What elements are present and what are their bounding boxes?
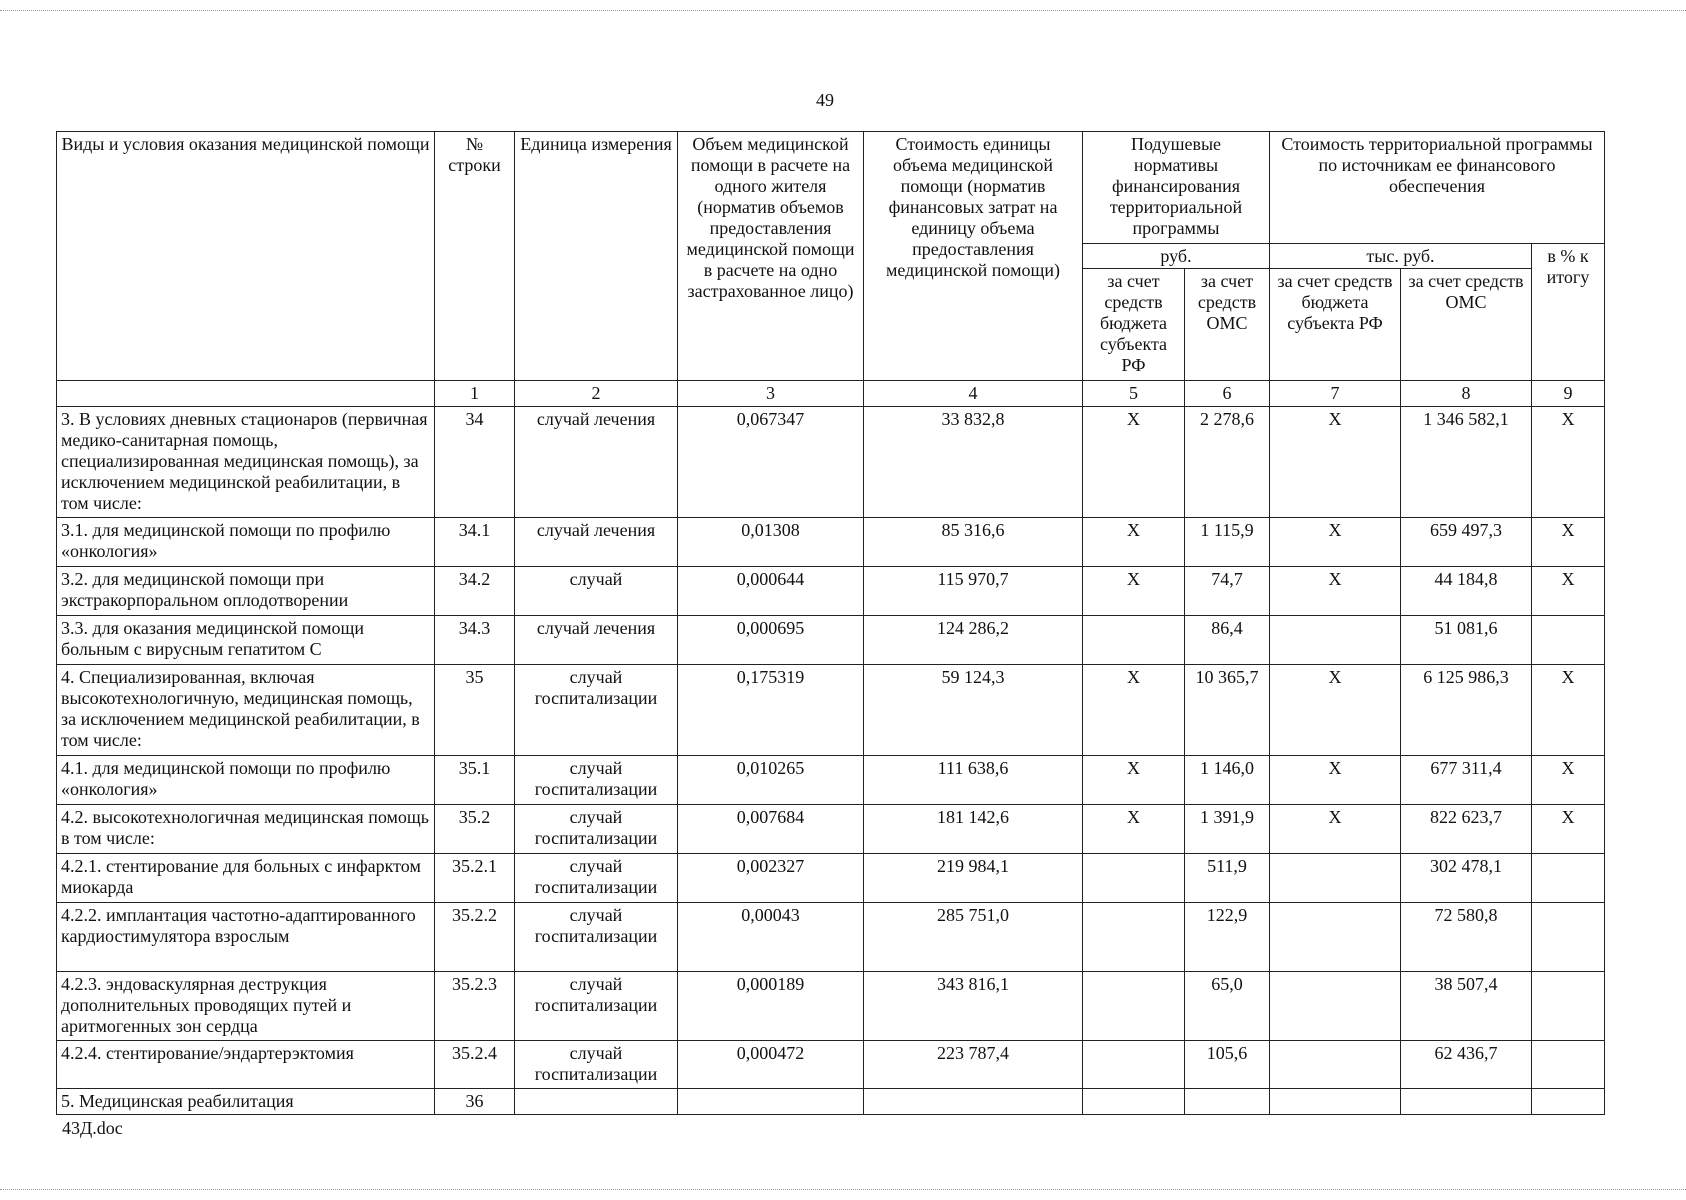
row-cost-oms: 51 081,6 bbox=[1401, 616, 1532, 665]
table-row bbox=[57, 972, 1605, 1041]
header-cost-oms: за счет средств ОМС bbox=[1401, 269, 1532, 381]
row-unit: случай лечения bbox=[515, 407, 678, 518]
row-unit: случай госпитализации bbox=[515, 756, 678, 805]
row-label: 4.2.4. стентирование/эндартерэктомия bbox=[57, 1041, 435, 1089]
row-per-capita-oms: 511,9 bbox=[1185, 854, 1270, 903]
financing-table bbox=[56, 131, 1605, 1115]
row-per-capita-budget: X bbox=[1083, 665, 1185, 756]
row-cost-oms bbox=[1401, 1089, 1532, 1115]
row-cost-budget: X bbox=[1270, 665, 1401, 756]
row-cost-budget bbox=[1270, 972, 1401, 1041]
row-line: 35.2.3 bbox=[435, 972, 515, 1041]
table-row bbox=[57, 903, 1605, 972]
row-cost-budget: X bbox=[1270, 805, 1401, 854]
row-cost-oms: 72 580,8 bbox=[1401, 903, 1532, 972]
row-cost-oms: 1 346 582,1 bbox=[1401, 407, 1532, 518]
row-cost: 33 832,8 bbox=[864, 407, 1083, 518]
row-cost-oms: 44 184,8 bbox=[1401, 567, 1532, 616]
row-volume: 0,007684 bbox=[678, 805, 864, 854]
row-cost: 223 787,4 bbox=[864, 1041, 1083, 1089]
row-per-capita-oms: 86,4 bbox=[1185, 616, 1270, 665]
row-percent: X bbox=[1532, 805, 1605, 854]
row-volume: 0,000189 bbox=[678, 972, 864, 1041]
row-cost: 124 286,2 bbox=[864, 616, 1083, 665]
row-volume: 0,01308 bbox=[678, 518, 864, 567]
row-cost: 285 751,0 bbox=[864, 903, 1083, 972]
row-percent bbox=[1532, 1041, 1605, 1089]
column-number: 2 bbox=[515, 381, 678, 407]
row-per-capita-oms bbox=[1185, 1089, 1270, 1115]
row-cost-budget: X bbox=[1270, 407, 1401, 518]
page-number: 49 bbox=[816, 90, 834, 110]
row-per-capita-oms: 65,0 bbox=[1185, 972, 1270, 1041]
column-number: 9 bbox=[1532, 381, 1605, 407]
row-per-capita-budget: X bbox=[1083, 567, 1185, 616]
row-percent bbox=[1532, 1089, 1605, 1115]
row-per-capita-budget: X bbox=[1083, 407, 1185, 518]
row-percent: X bbox=[1532, 407, 1605, 518]
row-unit: случай госпитализации bbox=[515, 1041, 678, 1089]
row-line: 35 bbox=[435, 665, 515, 756]
row-cost-budget bbox=[1270, 854, 1401, 903]
row-percent bbox=[1532, 903, 1605, 972]
row-cost: 219 984,1 bbox=[864, 854, 1083, 903]
row-per-capita-budget bbox=[1083, 903, 1185, 972]
row-line: 35.2.2 bbox=[435, 903, 515, 972]
row-volume bbox=[678, 1089, 864, 1115]
row-unit: случай госпитализации bbox=[515, 665, 678, 756]
row-label: 4.2.2. имплантация частотно-адаптированного кардиостимулятора взрослым bbox=[57, 903, 435, 972]
row-label: 4.1. для медицинской помощи по профилю «онкология» bbox=[57, 756, 435, 805]
row-per-capita-budget bbox=[1083, 1089, 1185, 1115]
scan-edge-bottom bbox=[0, 1189, 1686, 1191]
row-cost: 111 638,6 bbox=[864, 756, 1083, 805]
row-cost: 115 970,7 bbox=[864, 567, 1083, 616]
row-cost-oms: 62 436,7 bbox=[1401, 1041, 1532, 1089]
header-line-number: № строки bbox=[435, 132, 515, 381]
header-kind: Виды и условия оказания медицинской помощи bbox=[57, 132, 435, 381]
row-unit: случай госпитализации bbox=[515, 903, 678, 972]
row-percent bbox=[1532, 972, 1605, 1041]
row-label: 4. Специализированная, включая высокотехнологичную, медицинская помощь, за исключением медицинской реабилитации, в том числе: bbox=[57, 665, 435, 756]
row-per-capita-oms: 1 146,0 bbox=[1185, 756, 1270, 805]
scan-edge-top bbox=[0, 0, 1686, 11]
row-percent: X bbox=[1532, 756, 1605, 805]
header-tys-rub: тыс. руб. bbox=[1270, 244, 1532, 269]
row-percent: X bbox=[1532, 518, 1605, 567]
table-row bbox=[57, 518, 1605, 567]
row-unit: случай bbox=[515, 567, 678, 616]
row-cost: 85 316,6 bbox=[864, 518, 1083, 567]
row-label: 3. В условиях дневных стационаров (первичная медико-санитарная помощь, специализированная медицинская помощь), за исключением медицинской реабилитации, в том числе: bbox=[57, 407, 435, 518]
header-unit: Единица измерения bbox=[515, 132, 678, 381]
table-row bbox=[57, 1089, 1605, 1115]
column-number: 1 bbox=[435, 381, 515, 407]
row-line: 34.3 bbox=[435, 616, 515, 665]
row-volume: 0,000644 bbox=[678, 567, 864, 616]
row-unit: случай лечения bbox=[515, 616, 678, 665]
row-unit: случай госпитализации bbox=[515, 854, 678, 903]
row-per-capita-budget: X bbox=[1083, 805, 1185, 854]
row-cost-budget bbox=[1270, 903, 1401, 972]
row-volume: 0,175319 bbox=[678, 665, 864, 756]
row-line: 34.2 bbox=[435, 567, 515, 616]
row-cost-oms: 659 497,3 bbox=[1401, 518, 1532, 567]
row-cost-oms: 6 125 986,3 bbox=[1401, 665, 1532, 756]
table-row bbox=[57, 567, 1605, 616]
row-cost-budget bbox=[1270, 1041, 1401, 1089]
row-cost bbox=[864, 1089, 1083, 1115]
row-line: 35.2.4 bbox=[435, 1041, 515, 1089]
row-line: 36 bbox=[435, 1089, 515, 1115]
footer-filename: 43Д.doc bbox=[62, 1118, 123, 1138]
row-per-capita-oms: 74,7 bbox=[1185, 567, 1270, 616]
row-cost: 343 816,1 bbox=[864, 972, 1083, 1041]
table-row bbox=[57, 616, 1605, 665]
row-label: 5. Медицинская реабилитация bbox=[57, 1089, 435, 1115]
row-label: 3.1. для медицинской помощи по профилю «онкология» bbox=[57, 518, 435, 567]
column-number: 6 bbox=[1185, 381, 1270, 407]
row-unit bbox=[515, 1089, 678, 1115]
header-rub: руб. bbox=[1083, 244, 1270, 269]
column-number-blank bbox=[57, 381, 435, 407]
table-row bbox=[57, 407, 1605, 518]
row-label: 3.2. для медицинской помощи при экстракорпоральном оплодотворении bbox=[57, 567, 435, 616]
row-per-capita-oms: 1 115,9 bbox=[1185, 518, 1270, 567]
row-line: 35.2.1 bbox=[435, 854, 515, 903]
row-per-capita-oms: 122,9 bbox=[1185, 903, 1270, 972]
row-unit: случай лечения bbox=[515, 518, 678, 567]
row-label: 4.2. высокотехнологичная медицинская помощь в том числе: bbox=[57, 805, 435, 854]
header-unit-cost: Стоимость единицы объема медицинской помощи (норматив финансовых затрат на единицу объема предоставления медицинской помощи) bbox=[864, 132, 1083, 381]
table-row bbox=[57, 805, 1605, 854]
column-number-row bbox=[57, 381, 1605, 407]
header-per-capita: Подушевые нормативы финансирования территориальной программы bbox=[1083, 132, 1270, 244]
row-volume: 0,00043 bbox=[678, 903, 864, 972]
row-label: 4.2.3. эндоваскулярная деструкция дополнительных проводящих путей и аритмогенных зон сердца bbox=[57, 972, 435, 1041]
row-cost-oms: 302 478,1 bbox=[1401, 854, 1532, 903]
row-per-capita-oms: 105,6 bbox=[1185, 1041, 1270, 1089]
row-cost-budget bbox=[1270, 1089, 1401, 1115]
row-per-capita-budget bbox=[1083, 854, 1185, 903]
row-per-capita-budget: X bbox=[1083, 756, 1185, 805]
header-per-capita-oms: за счет средств ОМС bbox=[1185, 269, 1270, 381]
row-cost: 181 142,6 bbox=[864, 805, 1083, 854]
column-number: 4 bbox=[864, 381, 1083, 407]
column-number: 7 bbox=[1270, 381, 1401, 407]
row-percent: X bbox=[1532, 567, 1605, 616]
row-label: 4.2.1. стентирование для больных с инфарктом миокарда bbox=[57, 854, 435, 903]
header-program-cost: Стоимость территориальной программы по источникам ее финансового обеспечения bbox=[1270, 132, 1605, 244]
header-percent-total: в % к итогу bbox=[1532, 244, 1605, 381]
row-line: 34 bbox=[435, 407, 515, 518]
row-per-capita-budget bbox=[1083, 616, 1185, 665]
table-row bbox=[57, 854, 1605, 903]
row-unit: случай госпитализации bbox=[515, 972, 678, 1041]
row-cost-oms: 677 311,4 bbox=[1401, 756, 1532, 805]
row-volume: 0,002327 bbox=[678, 854, 864, 903]
row-volume: 0,010265 bbox=[678, 756, 864, 805]
row-cost-budget: X bbox=[1270, 756, 1401, 805]
row-unit: случай госпитализации bbox=[515, 805, 678, 854]
row-percent bbox=[1532, 854, 1605, 903]
row-per-capita-budget bbox=[1083, 1041, 1185, 1089]
header-per-capita-budget: за счет средств бюджета субъекта РФ bbox=[1083, 269, 1185, 381]
column-number: 5 bbox=[1083, 381, 1185, 407]
row-cost-oms: 822 623,7 bbox=[1401, 805, 1532, 854]
row-per-capita-oms: 10 365,7 bbox=[1185, 665, 1270, 756]
row-cost-budget: X bbox=[1270, 518, 1401, 567]
row-line: 35.2 bbox=[435, 805, 515, 854]
table-row bbox=[57, 1041, 1605, 1089]
row-cost: 59 124,3 bbox=[864, 665, 1083, 756]
row-per-capita-oms: 1 391,9 bbox=[1185, 805, 1270, 854]
row-cost-oms: 38 507,4 bbox=[1401, 972, 1532, 1041]
header-volume: Объем медицинской помощи в расчете на одного жителя (норматив объемов предоставления медицинской помощи в расчете на одно застрахованное лицо) bbox=[678, 132, 864, 381]
row-volume: 0,000695 bbox=[678, 616, 864, 665]
row-volume: 0,000472 bbox=[678, 1041, 864, 1089]
header-cost-budget: за счет средств бюджета субъекта РФ bbox=[1270, 269, 1401, 381]
row-percent bbox=[1532, 616, 1605, 665]
table-row bbox=[57, 756, 1605, 805]
row-per-capita-budget: X bbox=[1083, 518, 1185, 567]
table-row bbox=[57, 665, 1605, 756]
row-line: 35.1 bbox=[435, 756, 515, 805]
column-number: 8 bbox=[1401, 381, 1532, 407]
row-percent: X bbox=[1532, 665, 1605, 756]
row-line: 34.1 bbox=[435, 518, 515, 567]
row-cost-budget bbox=[1270, 616, 1401, 665]
row-per-capita-budget bbox=[1083, 972, 1185, 1041]
column-number: 3 bbox=[678, 381, 864, 407]
row-per-capita-oms: 2 278,6 bbox=[1185, 407, 1270, 518]
row-volume: 0,067347 bbox=[678, 407, 864, 518]
row-cost-budget: X bbox=[1270, 567, 1401, 616]
row-label: 3.3. для оказания медицинской помощи больным с вирусным гепатитом С bbox=[57, 616, 435, 665]
